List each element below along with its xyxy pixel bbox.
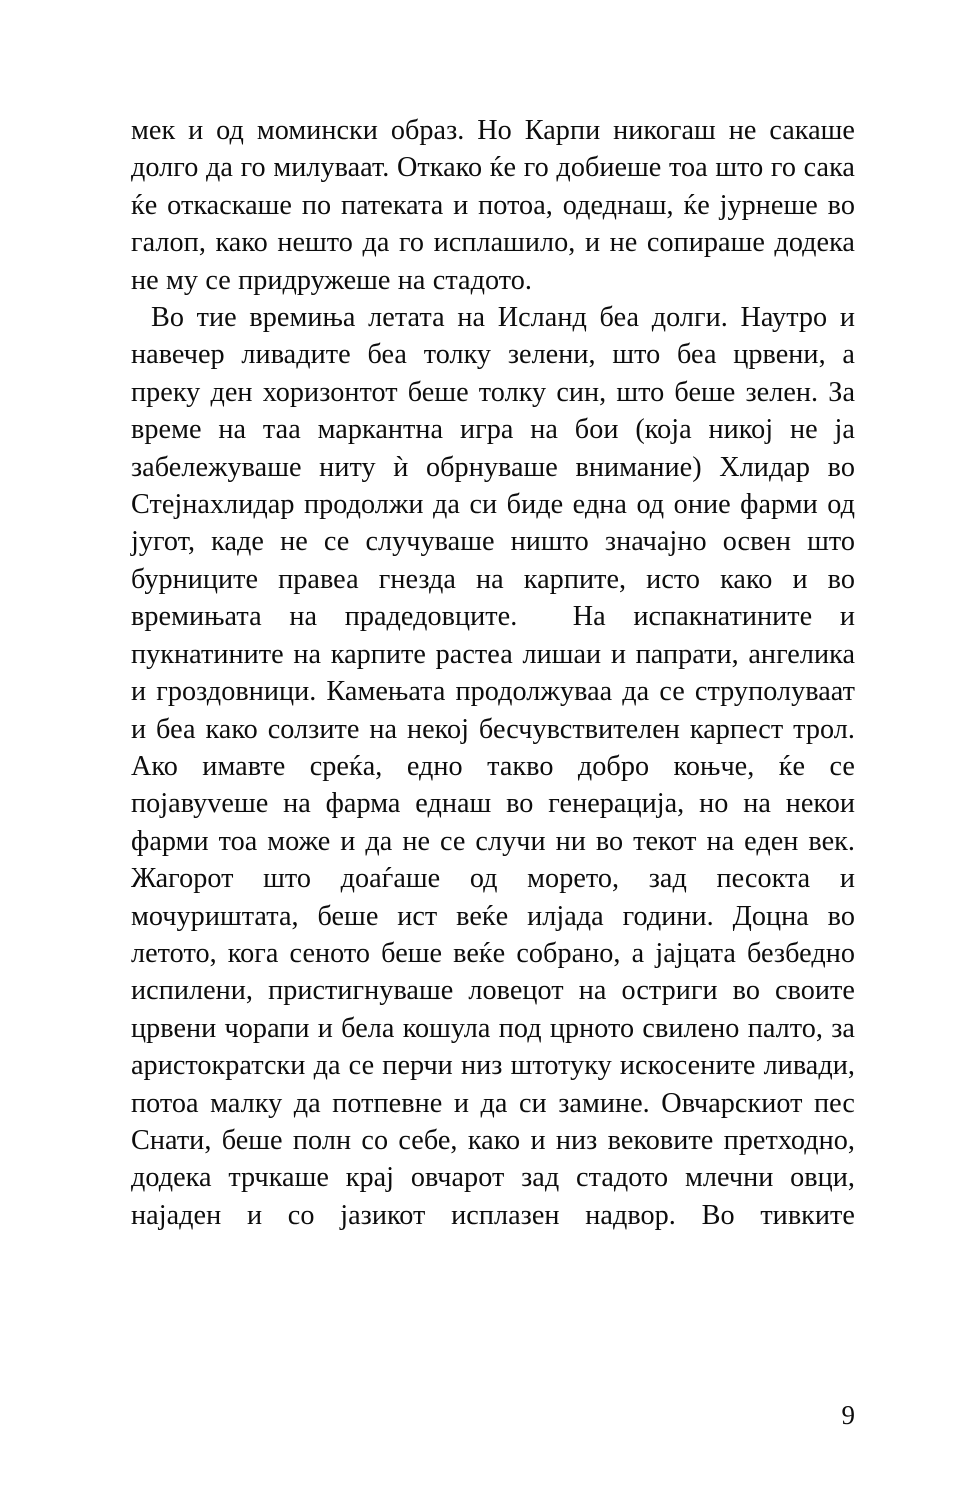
paragraph-continued: мек и од момински образ. Но Карпи никогаш не сакаше долго да го милуваат. Откако ќе го добиеше тоа што го сака ќе откаскаше по патеката и потоа, одеднаш, ќе јурнеше во галоп, како нешто да го исплашило, и не сопираше додека не му се придружеше на стадото. (131, 115, 863, 296)
page-text-block (131, 112, 863, 1234)
page-number: 9 (841, 1400, 855, 1430)
paragraph-second: Во тие времиња летата на Исланд беа долги. Наутро и навечер ливадите беа толку зелени, што беа црвени, а преку ден хоризонтот беше толку син, што беше зелен. За време на таа маркантна игра на бои (која никој не ја забележуваше ниту ѝ обрнуваше внимание) Хлидар во Стејнахлидар продолжи да си биде една од оние фарми од југот, каде не се случуваше ништо значајно освен што бурниците правеа гнезда на карпите, исто како и во времињата на прадедовците. На испакнатините и пукнатините на карпите растеа лишаи и папрати, ангелика и гроздовници. Камењата продолжуваа да се струполуваат и беа како солзите на некој бесчувствителен карпест трол. Ако имавте среќа, едно такво добро коњче, ќе се појавуveше на фарма еднаш во генерација, но на некои фарми тоа може и да не се случи ни во текот на еден век. Жагорот што доаѓаше од морето, зад песокта и мочуриштата, беше ист веќе илјада години. Доцна во летото, кога сеното беше веќе собрано, а јајцата безбедно испилени, пристигнуваше ловецот на остриги во своите црвени чорапи и бела кошула под црното свилено палто, за аристократски да се перчи низ штотуку искосените ливади, потоа малку да потпевне и да си замине. Овчарскиот пес Снати, беше полн со себе, како и низ вековите претходно, додека трчкаше крај овчарот зад стадото млечни овци, најаден и со јазикот исплазен надвор. Во тивките (131, 302, 863, 1231)
